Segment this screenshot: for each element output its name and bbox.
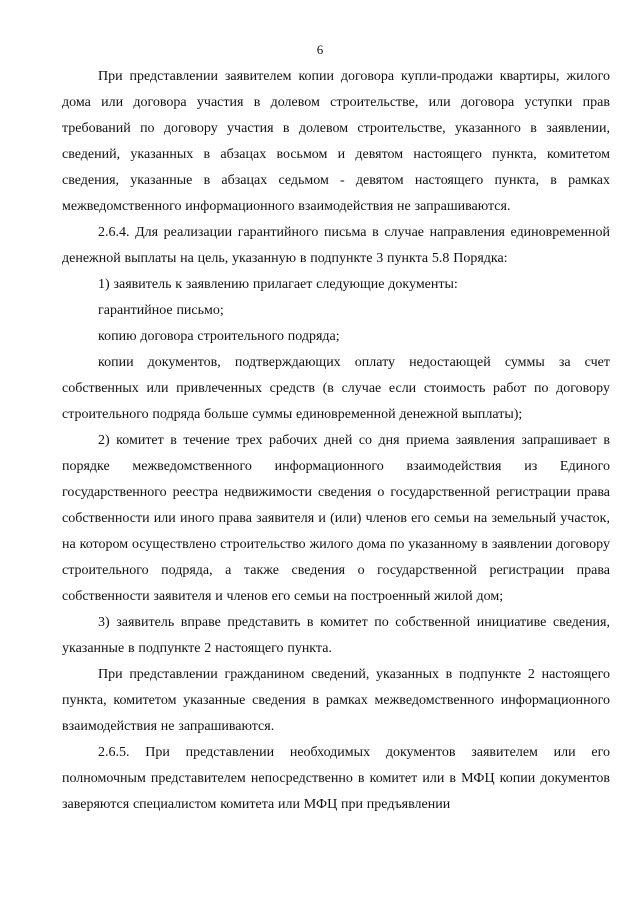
paragraph-guarantee-letter: гарантийное письмо; — [98, 303, 224, 318]
paragraph-interagency-exemption: При представлении заявителем копии договора купли-продажи квартиры, жилого дома или договора участия в долевом строительстве, или договора уступки прав требований по договору участия в долевом строительстве, указанного в заявлении, сведений, указанных в абзацах восьмом и девятом настоящего пункта, комитетом сведения, указанные в абзацах седьмом - девятом настоящего пункта, в рамках межведомственного информационного взаимодействия не запрашиваются. — [62, 69, 610, 214]
paragraph-subclause-1: 1) заявитель к заявлению прилагает следующие документы: — [98, 277, 458, 292]
paragraph-subclause-3: 3) заявитель вправе представить в комитет по собственной инициативе сведения, указанные в подпункте 2 настоящего пункта. — [62, 615, 610, 656]
document-body — [62, 64, 610, 818]
paragraph-clause-2-6-5: 2.6.5. При представлении необходимых документов заявителем или его полномочным представителем непосредственно в комитет или в МФЦ копии документов заверяются специалистом комитета или МФЦ при предъявлении — [62, 745, 610, 812]
page-number: 6 — [316, 42, 324, 57]
paragraph-contract-copy: копию договора строительного подряда; — [98, 329, 340, 344]
paragraph-citizen-submission: При представлении гражданином сведений, указанных в подпункте 2 настоящего пункта, комитетом указанные сведения в рамках межведомственного информационного взаимодействия не запрашиваются. — [62, 667, 610, 734]
paragraph-clause-2-6-4: 2.6.4. Для реализации гарантийного письма в случае направления единовременной денежной выплаты на цель, указанную в подпункте 3 пункта 5.8 Порядка: — [62, 225, 610, 266]
paragraph-subclause-2: 2) комитет в течение трех рабочих дней со дня приема заявления запрашивает в порядке межведомственного информационного взаимодействия из Единого государственного реестра недвижимости сведения о государственной регистрации права собственности или иного права заявителя и (или) членов его семьи на земельный участок, на котором осуществлено строительство жилого дома по указанному в заявлении договору строительного подряда, а также сведения о государственной регистрации права собственности заявителя и членов его семьи на построенный жилой дом; — [62, 433, 610, 604]
paragraph-payment-documents: копии документов, подтверждающих оплату недостающей суммы за счет собственных или привлеченных средств (в случае если стоимость работ по договору строительного подряда больше суммы единовременной денежной выплаты); — [62, 355, 610, 422]
